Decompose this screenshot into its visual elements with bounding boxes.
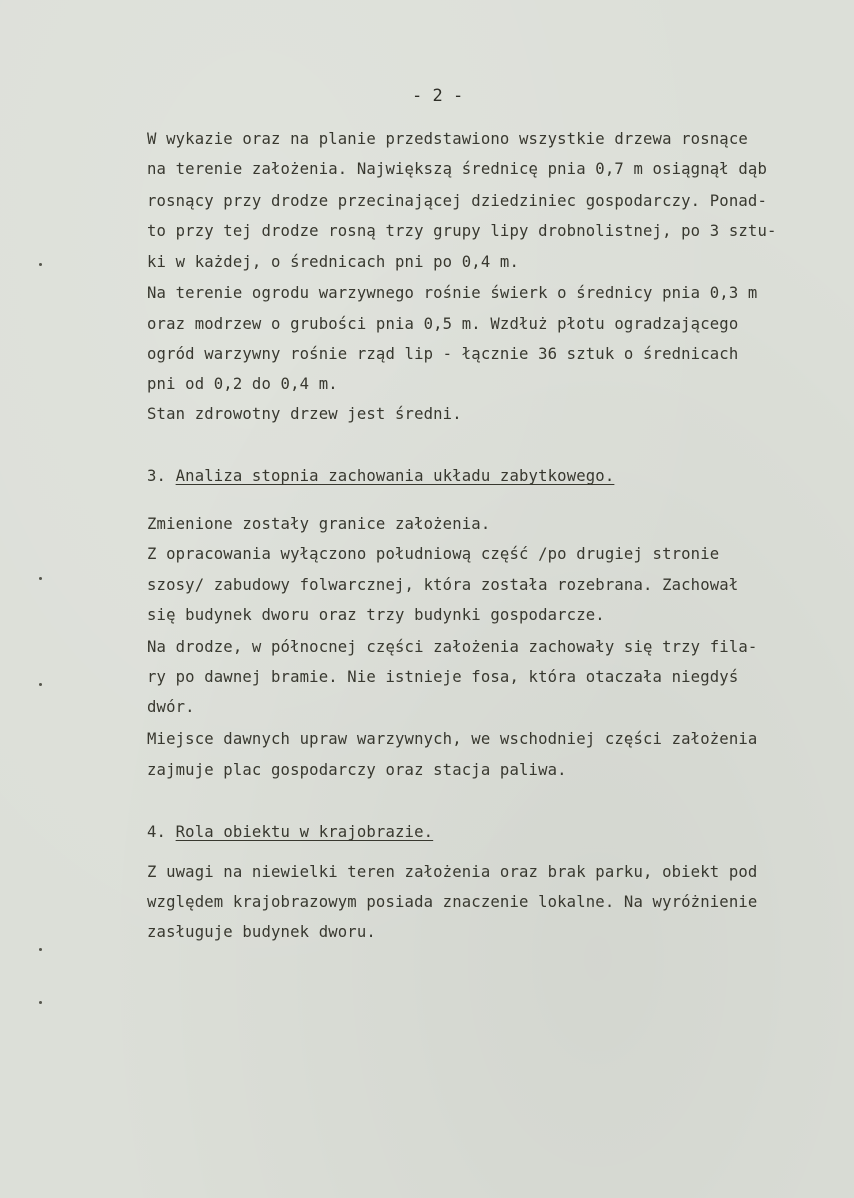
- text-line: Zmienione zostały granice założenia.: [147, 515, 491, 533]
- margin-speck: [39, 683, 42, 686]
- text-line: rosnący przy drodze przecinającej dziedziniec gospodarczy. Ponad-: [147, 192, 767, 210]
- section-3-number: 3.: [147, 467, 176, 485]
- text-line: W wykazie oraz na planie przedstawiono wszystkie drzewa rosnące: [147, 130, 748, 148]
- text-line: Miejsce dawnych upraw warzywnych, we wschodniej części założenia: [147, 730, 758, 748]
- text-line: Stan zdrowotny drzew jest średni.: [147, 405, 462, 423]
- text-line: zajmuje plac gospodarczy oraz stacja paliwa.: [147, 761, 567, 779]
- section-4-heading: [147, 822, 433, 842]
- text-line: na terenie założenia. Największą średnicę pnia 0,7 m osiągnął dąb: [147, 160, 767, 178]
- text-line: Na drodze, w północnej części założenia zachowały się trzy fila-: [147, 638, 758, 656]
- text-line: dwór.: [147, 698, 195, 716]
- text-line: ry po dawnej bramie. Nie istnieje fosa, która otaczała niegdyś: [147, 668, 739, 686]
- page-number: - 2 -: [412, 86, 464, 106]
- text-line: względem krajobrazowym posiada znaczenie lokalne. Na wyróżnienie: [147, 893, 758, 911]
- section-3-heading: [147, 466, 614, 486]
- margin-speck: [39, 263, 42, 266]
- margin-speck: [39, 1001, 42, 1004]
- text-line: to przy tej drodze rosną trzy grupy lipy drobnolistnej, po 3 sztu-: [147, 222, 777, 240]
- text-line: ki w każdej, o średnicach pni po 0,4 m.: [147, 253, 519, 271]
- text-line: ogród warzywny rośnie rząd lip - łącznie 36 sztuk o średnicach: [147, 345, 739, 363]
- section-4-title: Rola obiektu w krajobrazie.: [175, 823, 434, 841]
- text-line: pni od 0,2 do 0,4 m.: [147, 375, 338, 393]
- margin-speck: [39, 948, 42, 951]
- text-line: Z uwagi na niewielki teren założenia oraz brak parku, obiekt pod: [147, 863, 758, 881]
- text-line: Na terenie ogrodu warzywnego rośnie świerk o średnicy pnia 0,3 m: [147, 284, 758, 302]
- text-line: Z opracowania wyłączono południową część /po drugiej stronie: [147, 545, 720, 563]
- text-line: szosy/ zabudowy folwarcznej, która została rozebrana. Zachował: [147, 576, 739, 594]
- text-line: zasługuje budynek dworu.: [147, 923, 376, 941]
- text-line: oraz modrzew o grubości pnia 0,5 m. Wzdłuż płotu ogradzającego: [147, 315, 739, 333]
- section-4-number: 4.: [147, 823, 176, 841]
- margin-speck: [39, 577, 42, 580]
- text-line: się budynek dworu oraz trzy budynki gospodarcze.: [147, 606, 605, 624]
- section-3-title: Analiza stopnia zachowania układu zabytkowego.: [175, 467, 615, 485]
